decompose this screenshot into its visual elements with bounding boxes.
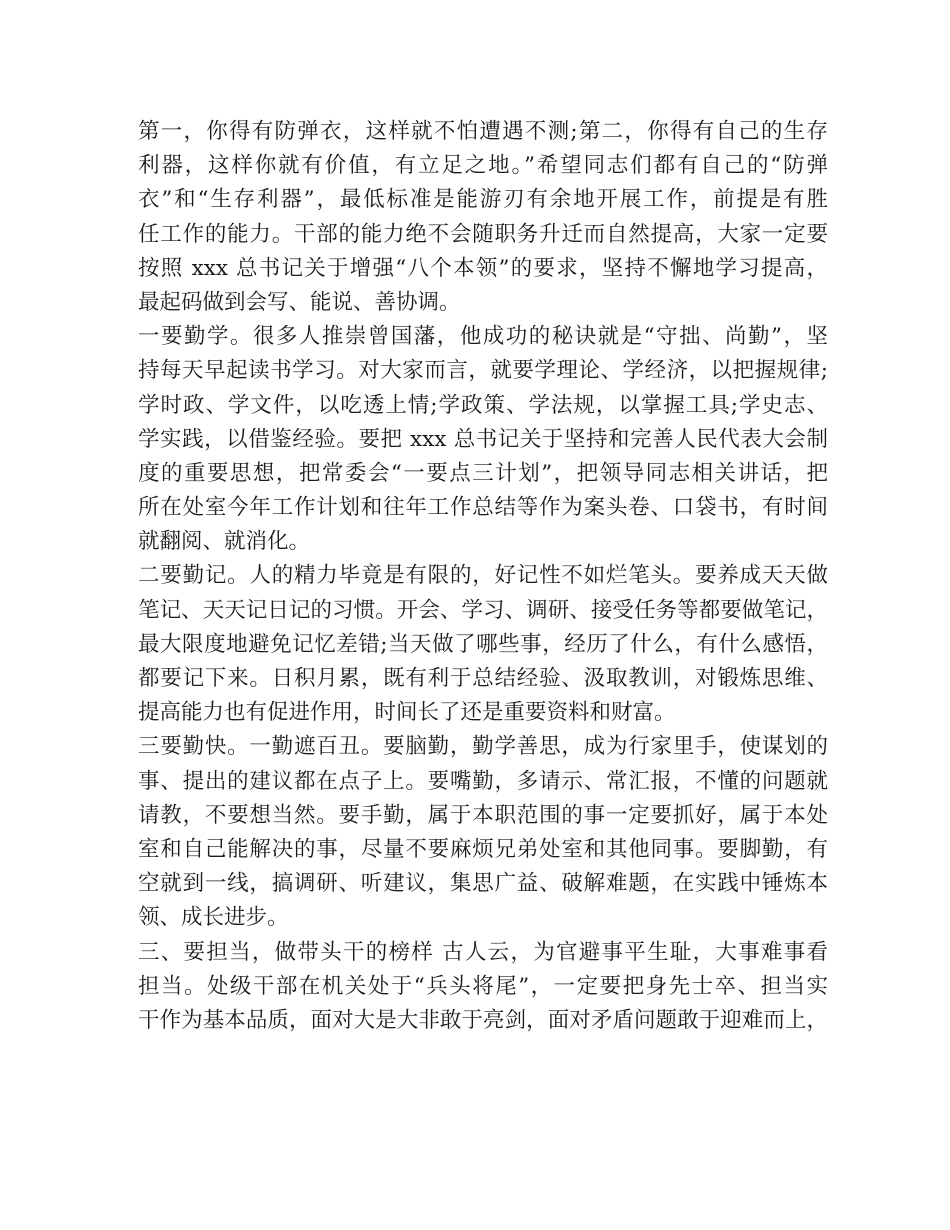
text-line: 一要勤学。很多人推崇曾国藩，他成功的秘诀就是“守拙、尚勤”，坚: [138, 324, 828, 350]
text-line: 最起码做到会写、能说、善协调。: [138, 289, 461, 315]
text-line: 空就到一线，搞调研、听建议，集思广益、破解难题，在实践中锤炼本: [138, 871, 828, 897]
text-line: 笔记、天天记日记的习惯。开会、学习、调研、接受任务等都要做笔记，: [138, 597, 828, 623]
text-line: 学时政、学文件，以吃透上情;学政策、学法规，以掌握工具;学史志、: [138, 392, 828, 418]
body-text: [138, 115, 828, 1038]
text-line: 担当。处级干部在机关处于“兵头将尾”，一定要把身先士卒、担当实: [138, 973, 828, 999]
text-line: 利器，这样你就有价值，有立足之地。”希望同志们都有自己的“防弹: [138, 153, 828, 179]
text-line: 衣”和“生存利器”，最低标准是能游刃有余地开展工作，前提是有胜: [138, 187, 828, 213]
text-line: 任工作的能力。干部的能力绝不会随职务升迁而自然提高，大家一定要: [138, 221, 828, 247]
text-line: 学实践，以借鉴经验。要把 xxx 总书记关于坚持和完善人民代表大会制: [138, 426, 828, 452]
text-line: 三、要担当，做带头干的榜样 古人云，为官避事平生耻，大事难事看: [138, 939, 828, 965]
text-line: 度的重要思想，把常委会“一要点三计划”，把领导同志相关讲话，把: [138, 460, 828, 486]
text-line: 提高能力也有促进作用，时间长了还是重要资料和财富。: [138, 700, 676, 726]
text-line: 持每天早起读书学习。对大家而言，就要学理论、学经济，以把握规律;: [138, 358, 828, 384]
text-line: 室和自己能解决的事，尽量不要麻烦兄弟处室和其他同事。要脚勤，有: [138, 836, 828, 862]
text-line: 三要勤快。一勤遮百丑。要脑勤，勤学善思，成为行家里手，使谋划的: [138, 734, 828, 760]
text-line: 领、成长进步。: [138, 905, 289, 931]
text-line: 请教，不要想当然。要手勤，属于本职范围的事一定要抓好，属于本处: [138, 802, 828, 828]
text-line: 所在处室今年工作计划和往年工作总结等作为案头卷、口袋书，有时间: [138, 495, 828, 521]
text-line: 干作为基本品质，面对大是大非敢于亮剑，面对矛盾问题敢于迎难而上，: [138, 1007, 828, 1033]
text-line: 第一，你得有防弹衣，这样就不怕遭遇不测;第二，你得有自己的生存: [138, 119, 828, 144]
text-line: 就翻阅、就消化。: [138, 529, 311, 555]
text-line: 都要记下来。日积月累，既有利于总结经验、汲取教训，对锻炼思维、: [138, 666, 828, 691]
text-line: 最大限度地避免记忆差错;当天做了哪些事，经历了什么，有什么感悟，: [138, 631, 828, 657]
text-line: 事、提出的建议都在点子上。要嘴勤，多请示、常汇报，不懂的问题就: [138, 768, 828, 794]
text-line: 二要勤记。人的精力毕竟是有限的，好记性不如烂笔头。要养成天天做: [138, 563, 828, 589]
text-line: 按照 xxx 总书记关于增强“八个本领”的要求，坚持不懈地学习提高，: [138, 255, 828, 281]
